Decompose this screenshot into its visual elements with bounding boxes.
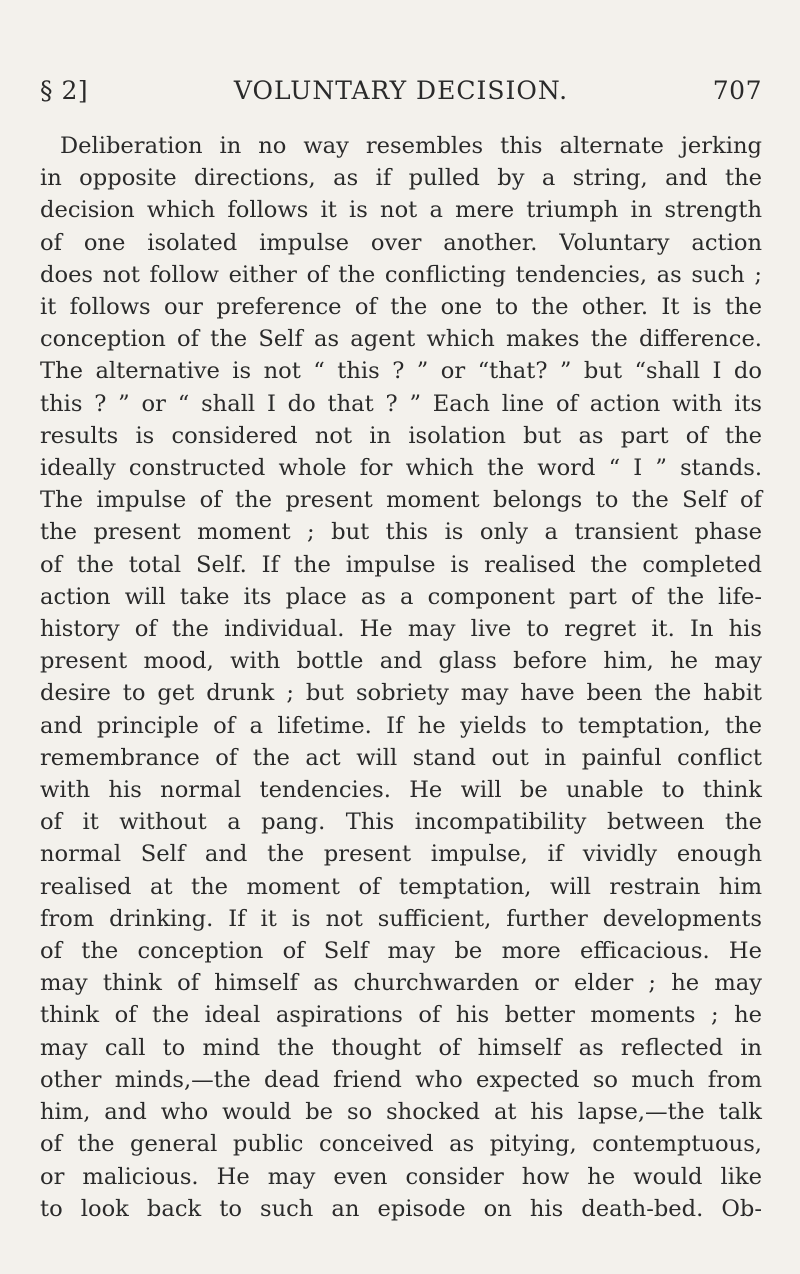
text-line: and principle of a lifetime. If he yields to temptation, the xyxy=(40,712,762,739)
running-title: VOLUNTARY DECISION. xyxy=(233,76,569,105)
text-line: in opposite directions, as if pulled by a string, and the xyxy=(40,165,762,192)
text-line: decision which follows it is not a mere triumph in strength xyxy=(40,197,762,224)
page-number: 707 xyxy=(712,76,762,105)
text-line: of the general public conceived as pitying, contemptuous, xyxy=(40,1131,762,1158)
text-line: desire to get drunk ; but sobriety may have been the habit xyxy=(40,680,762,707)
text-line: to look back to such an episode on his death-bed. Ob- xyxy=(40,1195,762,1222)
text-line: of one isolated impulse over another. Voluntary action xyxy=(40,229,762,256)
running-head xyxy=(40,76,762,110)
text-line: realised at the moment of temptation, will restrain him xyxy=(40,873,762,900)
text-line: results is considered not in isolation but as part of the xyxy=(40,422,762,449)
text-line: The impulse of the present moment belongs to the Self of xyxy=(40,487,762,514)
text-line: ideally constructed whole for which the word “ I ” stands. xyxy=(40,455,762,482)
text-line: from drinking. If it is not sufficient, further developments xyxy=(40,905,762,932)
text-line: this ? ” or “ shall I do that ? ” Each line of action with its xyxy=(40,390,762,417)
body-paragraph xyxy=(40,130,762,1225)
section-marker: § 2] xyxy=(40,76,89,105)
text-line: The alternative is not “ this ? ” or “that? ” but “shall I do xyxy=(40,358,762,385)
text-line: it follows our preference of the one to the other. It is the xyxy=(40,294,762,321)
text-line: of the conception of Self may be more efficacious. He xyxy=(40,938,762,965)
text-line: of it without a pang. This incompatibility between the xyxy=(40,809,762,836)
text-line: the present moment ; but this is only a transient phase xyxy=(40,519,762,546)
text-line: of the total Self. If the impulse is realised the completed xyxy=(40,551,762,578)
text-line: may call to mind the thought of himself as reflected in xyxy=(40,1034,762,1061)
text-line: history of the individual. He may live to regret it. In his xyxy=(40,616,762,643)
text-line: or malicious. He may even consider how he would like xyxy=(40,1163,762,1190)
text-line: remembrance of the act will stand out in painful conflict xyxy=(40,744,762,771)
text-line: Deliberation in no way resembles this alternate jerking xyxy=(60,133,762,159)
text-line: present mood, with bottle and glass before him, he may xyxy=(40,648,762,675)
text-line: conception of the Self as agent which makes the difference. xyxy=(40,326,762,353)
text-line: other minds,—the dead friend who expected so much from xyxy=(40,1066,762,1093)
text-line: may think of himself as churchwarden or elder ; he may xyxy=(40,970,762,997)
text-line: action will take its place as a component part of the life- xyxy=(40,583,762,610)
text-line: him, and who would be so shocked at his lapse,—the talk xyxy=(40,1099,762,1126)
book-page xyxy=(40,76,762,1225)
text-line: does not follow either of the conflicting tendencies, as such ; xyxy=(40,261,762,288)
text-line: with his normal tendencies. He will be unable to think xyxy=(40,777,762,804)
text-line: normal Self and the present impulse, if vividly enough xyxy=(40,841,762,868)
text-line: think of the ideal aspirations of his better moments ; he xyxy=(40,1002,762,1029)
